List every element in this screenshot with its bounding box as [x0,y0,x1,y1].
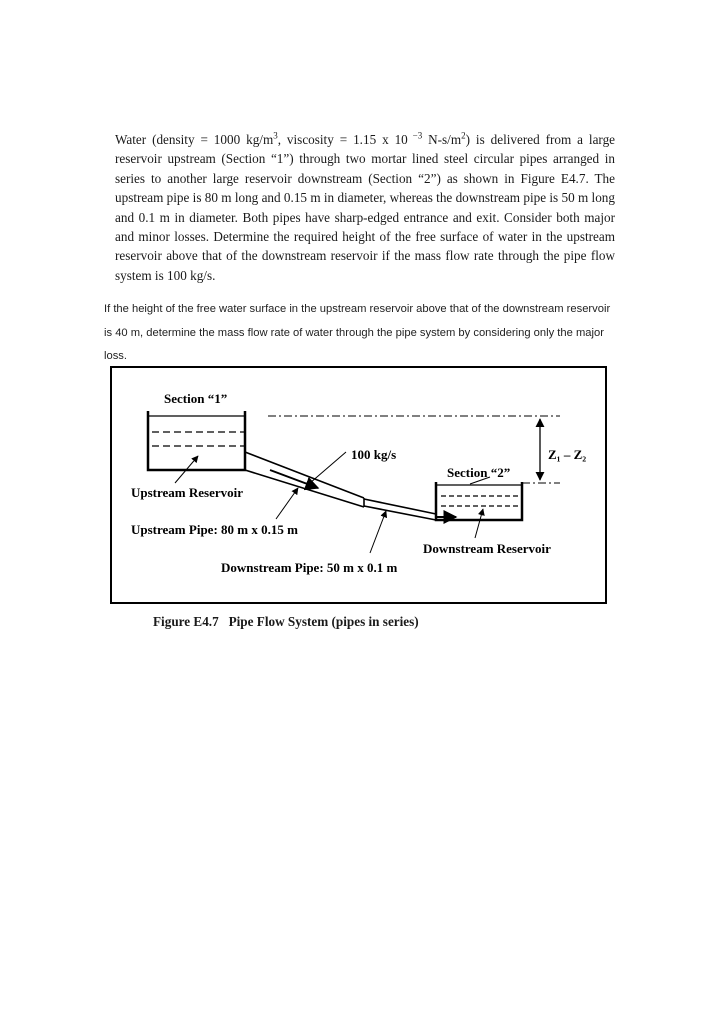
upstream-reservoir-shape [148,411,245,470]
figure-caption: Figure E4.7 Pipe Flow System (pipes in series) [153,614,419,629]
section1-label: Section “1” [164,391,228,406]
section2-label: Section “2” [447,465,511,480]
upstream-pipe-shape [245,452,364,507]
flow-rate-label: 100 kg/s [351,447,397,462]
upstream-reservoir-label: Upstream Reservoir [131,485,244,500]
leader-downstream-reservoir [475,509,483,538]
leader-flow-rate [310,452,346,483]
leader-downstream-pipe [370,511,386,553]
pipe-flow-diagram [110,366,607,604]
upstream-pipe-label: Upstream Pipe: 80 m x 0.15 m [131,522,298,537]
downstream-pipe-shape [364,499,436,520]
height-label: Z₁ – Z₂ [548,447,587,462]
question-text: If the height of the free water surface in the upstream reservoir above that of the downstream reservoir is 40 m, determine the mass flow rate of water through the pipe system by considering only the major loss. [104,303,611,363]
leader-upstream-pipe [276,488,298,519]
downstream-pipe-label: Downstream Pipe: 50 m x 0.1 m [221,560,398,575]
problem-statement: Water (density = 1000 $kg/m^3$, viscosity = 1.15 x 10 $^{-3}$ $N-s/m^2$) is delivered from a large reservoir upstream (Section “1”) through two mortar lined steel circular pipes arranged in series to another large reservoir downstream (Section “2”) as shown in Figure E4.7. The upstream pipe is 80 m long and 0.15 m in diameter, whereas the downstream pipe is 50 m long and 0.1 m in diameter. Both pipes have sharp-edged entrance and exit. Consider both major and minor losses. Determine the required height of the free surface of water in the upstream reservoir above that of the downstream reservoir if the mass flow rate through the pipe flow system is 100 kg/s. [115,130,616,283]
downstream-reservoir-label: Downstream Reservoir [423,541,551,556]
downstream-reservoir-shape [436,482,522,520]
